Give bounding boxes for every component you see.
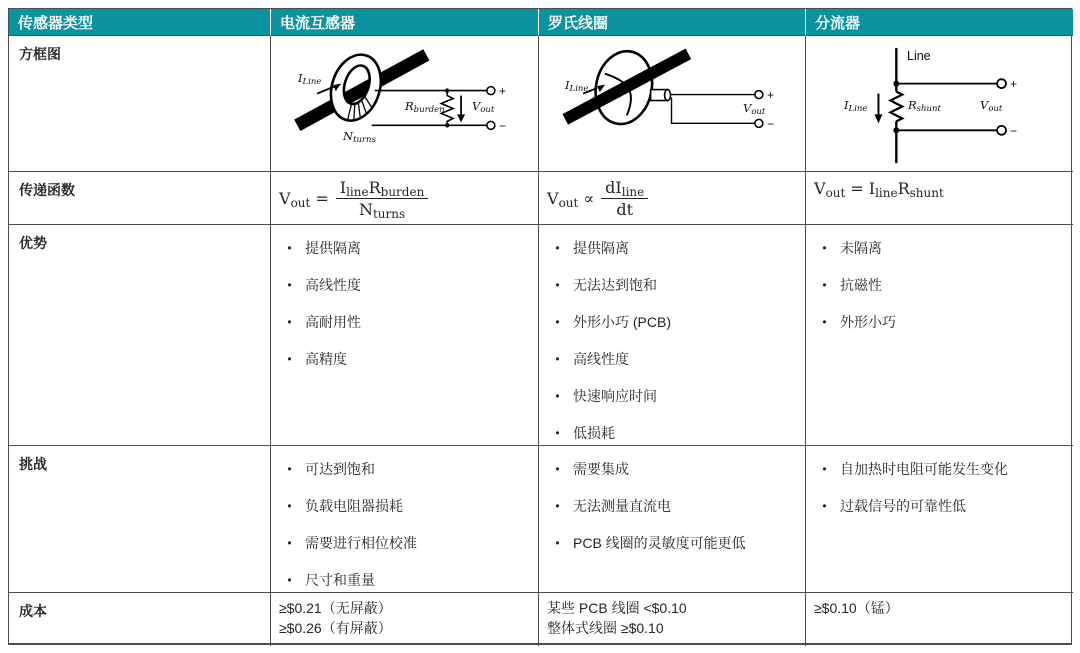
list-item: • 可达到饱和	[285, 459, 528, 480]
list-item: • 高线性度	[553, 349, 795, 370]
list-item: • 需要集成	[553, 459, 795, 480]
shunt-terminal-minus	[997, 126, 1006, 135]
ct-formula: $V_{out}$ =	[279, 188, 329, 210]
rogowski-vout-label: $V_{out}$	[743, 101, 766, 117]
list-item: • 低损耗	[553, 423, 795, 444]
row-label-transfer-function: 传递函数	[9, 172, 271, 225]
cost-line: ≥$0.10（锰）	[814, 600, 899, 616]
shunt-rshunt-label: $R_{shunt}$	[908, 98, 941, 114]
shunt-iline-label: $I_{Line}$	[844, 98, 868, 114]
shunt-resistor	[890, 92, 902, 122]
shunt-cost-cell	[806, 593, 1073, 646]
shunt-vout-label: $V_{out}$	[980, 98, 1003, 114]
bullet-icon: •	[555, 352, 560, 366]
list-item: • 高精度	[285, 349, 528, 370]
list-item: • PCB 线圈的灵敏度可能更低	[553, 533, 795, 554]
ct-advantages-cell	[271, 225, 539, 446]
ct-vout-label: $V_{out}$	[472, 99, 495, 115]
shunt-challenges-cell	[806, 446, 1073, 593]
list-item: • 抗磁性	[820, 275, 1063, 296]
bullet-icon: •	[287, 278, 292, 292]
shunt-line-label: Line	[907, 49, 931, 63]
rogowski-minus-sign: −	[767, 117, 775, 131]
bullet-icon: •	[555, 462, 560, 476]
row-label-advantages: 优势	[9, 225, 271, 446]
bullet-icon: •	[555, 499, 560, 513]
bullet-icon: •	[555, 278, 560, 292]
bullet-icon: •	[822, 278, 827, 292]
cost-line: 整体式线圈 ≥$0.10	[547, 620, 664, 636]
rogowski-plus-sign: +	[767, 88, 775, 102]
rogowski-formula-fraction: $\frac{dI_{line}}{dt}$	[601, 178, 648, 219]
col-header-current-transformer-label: 电流互感器	[280, 14, 356, 32]
bullet-icon: •	[555, 389, 560, 403]
shunt-minus-sign: −	[1010, 124, 1018, 138]
col-header-current-transformer	[271, 9, 539, 36]
col-header-rogowski-coil	[539, 9, 806, 36]
list-item: • 自加热时电阻可能发生变化	[820, 459, 1063, 480]
bullet-icon: •	[822, 499, 827, 513]
list-item: • 未隔离	[820, 238, 1063, 259]
bullet-icon: •	[555, 536, 560, 550]
ct-iline-label: $I_{Line}$	[298, 71, 322, 87]
ct-minus-sign: −	[499, 119, 507, 133]
bullet-icon: •	[287, 462, 292, 476]
list-item: • 过载信号的可靠性低	[820, 496, 1063, 517]
ct-terminal-minus	[487, 121, 495, 129]
list-item: • 快速响应时间	[553, 386, 795, 407]
ct-nturns-label: $N_{turns}$	[343, 129, 376, 145]
col-header-rogowski-coil-label: 罗氏线圈	[548, 14, 609, 32]
rogowski-transfer-function	[539, 172, 806, 225]
list-item: • 高线性度	[285, 275, 528, 296]
shunt-terminal-plus	[997, 79, 1006, 88]
list-item: • 外形小巧 (PCB)	[553, 312, 795, 333]
list-item: • 负载电阻器损耗	[285, 496, 528, 517]
ct-transfer-function	[271, 172, 539, 225]
col-header-shunt	[806, 9, 1073, 36]
row-label-cost: 成本	[9, 593, 271, 646]
list-item: • 无法测量直流电	[553, 496, 795, 517]
rogowski-iline-label: $I_{Line}$	[565, 78, 589, 94]
col-header-shunt-label: 分流器	[815, 14, 861, 32]
bullet-icon: •	[287, 499, 292, 513]
row-label-challenges: 挑战	[9, 446, 271, 593]
ct-block-diagram-cell	[271, 36, 539, 172]
bullet-icon: •	[287, 352, 292, 366]
bullet-icon: •	[287, 315, 292, 329]
shunt-advantages-cell	[806, 225, 1073, 446]
ct-terminal-plus	[487, 87, 495, 95]
bullet-icon: •	[555, 426, 560, 440]
bullet-icon: •	[822, 241, 827, 255]
rogowski-formula: $V_{out}$ ∝	[547, 188, 595, 210]
shunt-block-diagram-cell	[806, 36, 1073, 172]
cost-line: ≥$0.26（有屏蔽）	[279, 620, 392, 636]
col-header-sensor-type	[9, 9, 271, 36]
shunt-formula: $V_{out} = I_{line}R_{shunt}$	[814, 179, 944, 200]
rogowski-terminal-plus	[755, 91, 763, 99]
sensor-comparison-table	[8, 8, 1072, 645]
list-item: • 提供隔离	[285, 238, 528, 259]
bullet-icon: •	[555, 315, 560, 329]
list-item: • 高耐用性	[285, 312, 528, 333]
rogowski-cost-cell	[539, 593, 806, 646]
rogowski-advantages-cell	[539, 225, 806, 446]
shunt-transfer-function	[806, 172, 1073, 225]
rogowski-terminal-minus	[755, 119, 763, 127]
bullet-icon: •	[822, 315, 827, 329]
bullet-icon: •	[822, 462, 827, 476]
ct-rburden-label: $R_{burden}$	[405, 99, 445, 115]
list-item: • 外形小巧	[820, 312, 1063, 333]
bullet-icon: •	[287, 536, 292, 550]
shunt-plus-sign: +	[1010, 77, 1018, 91]
list-item: • 尺寸和重量	[285, 570, 528, 591]
bullet-icon: •	[287, 241, 292, 255]
bullet-icon: •	[287, 573, 292, 587]
row-label-block-diagram: 方框图	[9, 36, 271, 172]
ct-plus-sign: +	[499, 84, 507, 98]
ct-challenges-cell	[271, 446, 539, 593]
list-item: • 无法达到饱和	[553, 275, 795, 296]
bullet-icon: •	[555, 241, 560, 255]
rogowski-challenges-cell	[539, 446, 806, 593]
list-item: • 提供隔离	[553, 238, 795, 259]
ct-cost-cell	[271, 593, 539, 646]
col-header-sensor-type-label: 传感器类型	[18, 14, 94, 32]
list-item: • 需要进行相位校准	[285, 533, 528, 554]
rogowski-block-diagram-cell	[539, 36, 806, 172]
ct-formula-fraction: $\frac{I_{line}R_{burden}}{N_{turns}}$	[336, 178, 429, 219]
cost-line: 某些 PCB 线圈 <$0.10	[547, 600, 687, 616]
cost-line: ≥$0.21（无屏蔽）	[279, 600, 392, 616]
